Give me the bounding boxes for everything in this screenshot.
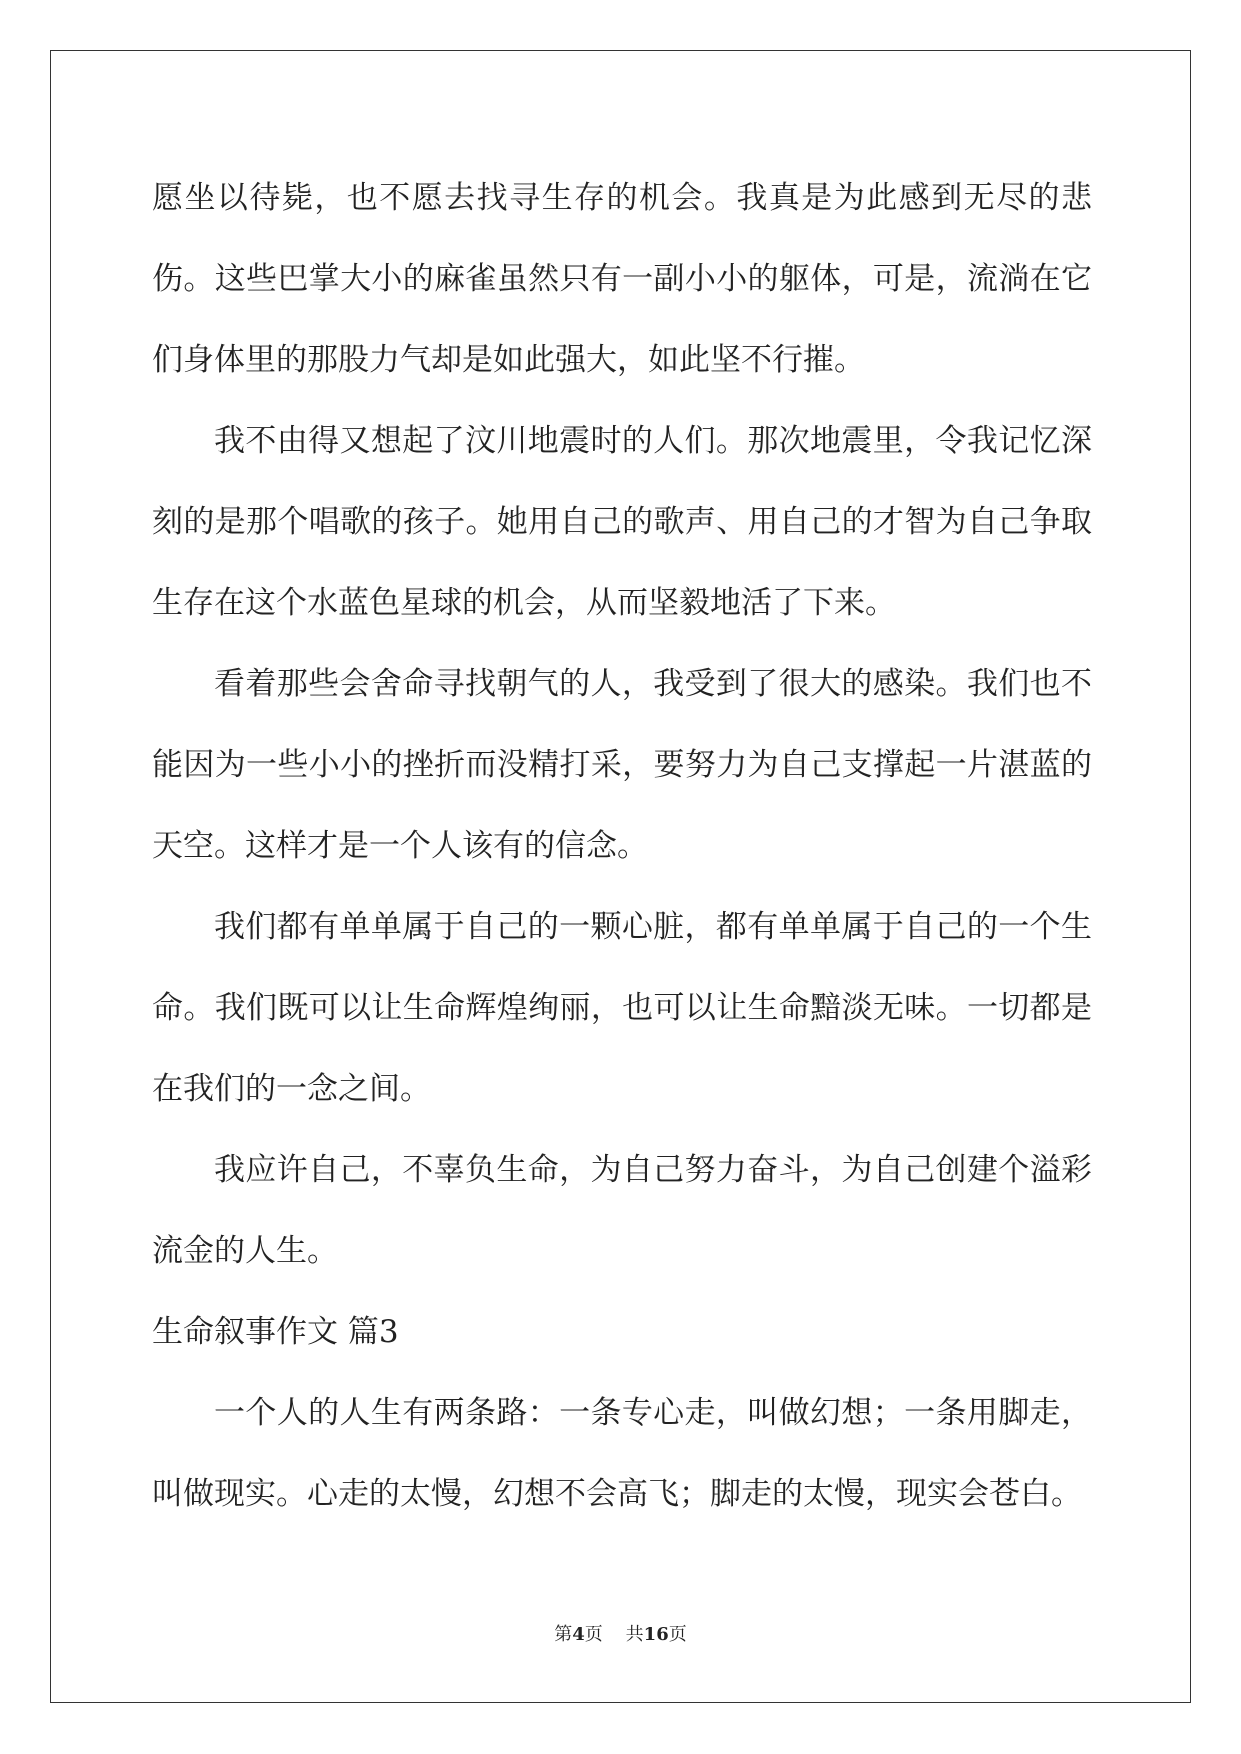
footer-middle: 页 共	[584, 1624, 644, 1645]
paragraph-3: 看着那些会舍命寻找朝气的人，我受到了很大的感染。我们也不能因为一些小小的挫折而没精打采，要努力为自己支撑起一片湛蓝的天空。这样才是一个人该有的信念。	[152, 666, 1092, 864]
paragraph-4: 我们都有单单属于自己的一颗心脏，都有单单属于自己的一个生命。我们既可以让生命辉煌绚丽，也可以让生命黯淡无味。一切都是在我们的一念之间。	[152, 909, 1092, 1107]
footer-total-pages: 16	[643, 1624, 669, 1645]
page-footer	[0, 1620, 1241, 1646]
paragraph-1: 愿坐以待毙，也不愿去找寻生存的机会。我真是为此感到无尽的悲伤。这些巴掌大小的麻雀虽然只有一副小小的躯体，可是，流淌在它们身体里的那股力气却是如此强大，如此坚不行摧。	[152, 180, 1092, 378]
document-body	[152, 158, 1092, 1535]
footer-prefix: 第	[554, 1624, 573, 1645]
section-paragraph-1: 一个人的人生有两条路：一条专心走，叫做幻想；一条用脚走，叫做现实。心走的太慢，幻想不会高飞；脚走的太慢，现实会苍白。	[152, 1395, 1092, 1512]
paragraph-2: 我不由得又想起了汶川地震时的人们。那次地震里，令我记忆深刻的是那个唱歌的孩子。她用自己的歌声、用自己的才智为自己争取生存在这个水蓝色星球的机会，从而坚毅地活了下来。	[152, 423, 1092, 621]
footer-suffix: 页	[668, 1624, 687, 1645]
footer-page-number: 4	[572, 1624, 585, 1645]
section-title: 生命叙事作文 篇3	[152, 1314, 399, 1350]
paragraph-5: 我应许自己，不辜负生命，为自己努力奋斗，为自己创建个溢彩流金的人生。	[152, 1152, 1092, 1269]
